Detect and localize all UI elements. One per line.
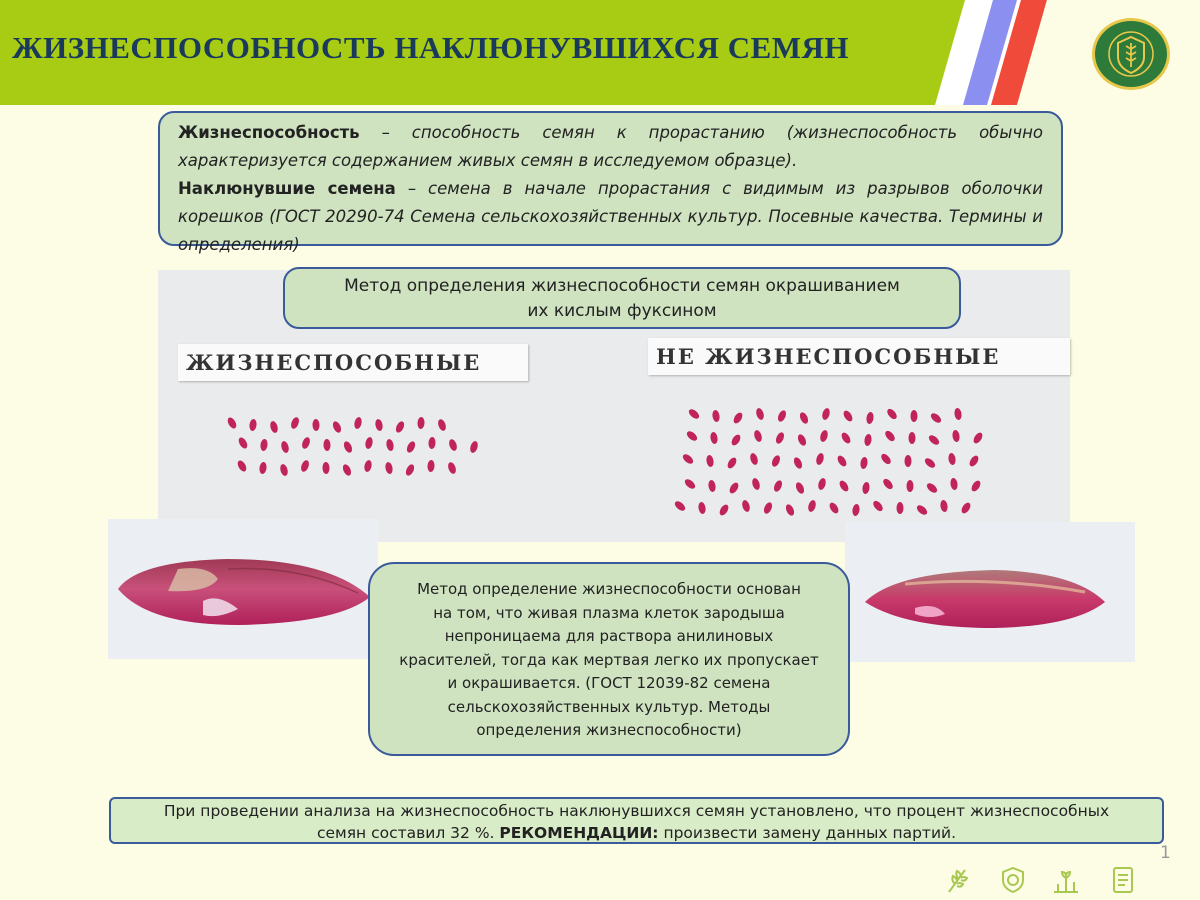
stained-seed bbox=[852, 504, 861, 517]
stained-seed bbox=[730, 433, 742, 447]
stained-seed bbox=[755, 407, 765, 421]
stained-seed bbox=[405, 440, 417, 454]
stained-seed bbox=[687, 407, 701, 420]
stained-seed bbox=[732, 411, 744, 425]
stained-seed bbox=[972, 431, 984, 445]
term-sprouted-seeds: Наклюнувшие семена bbox=[178, 179, 396, 198]
stained-seed bbox=[807, 499, 817, 512]
stained-seed bbox=[427, 460, 435, 472]
stained-seed bbox=[364, 436, 373, 449]
stained-seed bbox=[374, 418, 383, 431]
term-viability: Жизнеспособность bbox=[178, 123, 360, 142]
stained-seed bbox=[708, 480, 717, 493]
stained-seed bbox=[772, 479, 783, 493]
stained-seed bbox=[385, 438, 394, 451]
conclusion-line-1: При проведении анализа на жизнеспособность наклюнувшихся семян установлено, что процент жизнеспособных bbox=[163, 802, 1110, 820]
stained-seed bbox=[905, 455, 912, 467]
stained-seed bbox=[260, 439, 268, 452]
stained-seed bbox=[437, 418, 448, 432]
stained-seed bbox=[940, 500, 949, 513]
stained-seed bbox=[950, 478, 959, 491]
stained-seed bbox=[952, 430, 961, 443]
stained-seed bbox=[249, 419, 257, 432]
stained-seed bbox=[774, 431, 785, 445]
stained-seed bbox=[819, 429, 829, 442]
stained-seed bbox=[927, 433, 941, 446]
stained-seed bbox=[871, 499, 884, 513]
stained-seed bbox=[323, 439, 330, 451]
stained-seed bbox=[279, 463, 289, 476]
stained-seed bbox=[828, 501, 840, 515]
stained-seed bbox=[881, 477, 894, 491]
stained-seed bbox=[300, 459, 311, 473]
page-title: ЖИЗНЕСПОСОБНОСТЬ НАКЛЮНУВШИХСЯ СЕМЯН bbox=[12, 30, 850, 65]
stained-seed bbox=[794, 481, 805, 495]
stained-seed bbox=[897, 502, 904, 514]
stained-seed bbox=[968, 454, 980, 468]
stained-seed bbox=[749, 452, 759, 466]
stained-seed bbox=[815, 452, 825, 465]
stained-seed bbox=[726, 456, 738, 470]
stained-seed bbox=[970, 479, 982, 493]
stained-seed bbox=[879, 452, 892, 466]
shield-leaf-icon bbox=[1001, 866, 1025, 898]
stained-seed bbox=[353, 416, 362, 429]
emblem-icon bbox=[1092, 18, 1170, 90]
stained-seed bbox=[712, 410, 721, 423]
stained-seed bbox=[681, 452, 695, 465]
stained-seed bbox=[447, 461, 458, 475]
term-viability-text: – способность семян к прорастанию (жизнеспособность обычно характеризуется содержанием живых семян в исследуемом образце). bbox=[178, 123, 1043, 170]
method-line-1: Метод определения жизнеспособности семян окрашиванием bbox=[344, 276, 900, 296]
stained-seed bbox=[753, 429, 763, 443]
stained-seed bbox=[909, 432, 916, 444]
stained-seed bbox=[404, 463, 416, 477]
stained-seed bbox=[915, 503, 929, 516]
label-nonviable bbox=[648, 338, 1070, 375]
basis-line-4: красителей, тогда как мертвая легко их пропускает bbox=[399, 650, 819, 669]
wheat-icon bbox=[945, 866, 971, 898]
basis-line-5: и окрашивается. (ГОСТ 12039-82 семена bbox=[447, 674, 771, 692]
stained-seed bbox=[741, 499, 751, 513]
stained-seed bbox=[322, 462, 329, 474]
definition-sprouted-seeds bbox=[178, 175, 1043, 259]
label-viable-text: ЖИЗНЕСПОСОБНЫЕ bbox=[186, 350, 482, 375]
stained-seed bbox=[842, 409, 854, 423]
stained-seed bbox=[838, 479, 850, 493]
stained-seed bbox=[718, 503, 730, 517]
stained-seed bbox=[864, 434, 873, 447]
stained-seed bbox=[706, 455, 715, 468]
stained-seed bbox=[226, 416, 238, 430]
label-viable bbox=[178, 344, 528, 381]
stained-seed bbox=[862, 482, 871, 495]
stained-seed bbox=[448, 438, 459, 452]
stained-seed bbox=[710, 432, 719, 445]
stained-seed bbox=[954, 408, 963, 421]
method-line-2: их кислым фуксином bbox=[527, 301, 717, 321]
viable-seed-closeup-photo bbox=[108, 519, 378, 659]
recommendations-text: произвести замену данных партий. bbox=[658, 824, 957, 842]
stained-seed bbox=[948, 453, 957, 466]
stained-seed bbox=[728, 481, 740, 495]
stained-seed bbox=[428, 437, 436, 449]
stained-seed bbox=[784, 503, 795, 517]
stained-seed bbox=[960, 501, 972, 515]
stained-seed bbox=[792, 456, 803, 470]
conclusion-percent-text: семян составил 32 %. bbox=[316, 824, 500, 842]
stained-seed bbox=[885, 407, 898, 421]
basis-line-6: сельскохозяйственных культур. Методы bbox=[447, 697, 771, 716]
stained-seed bbox=[776, 409, 787, 423]
stained-seed bbox=[836, 454, 848, 468]
header-bar bbox=[0, 0, 1200, 105]
stained-seed bbox=[301, 436, 312, 450]
stained-seed bbox=[907, 480, 914, 492]
basis-line-2: на том, что живая плазма клеток зародыша bbox=[433, 603, 785, 622]
definitions-box bbox=[158, 111, 1063, 254]
stained-seed bbox=[925, 481, 939, 494]
conclusion-line-2 bbox=[111, 822, 1162, 844]
recommendations-label: РЕКОМЕНДАЦИИ: bbox=[499, 824, 659, 842]
stained-seed bbox=[469, 440, 479, 454]
method-basis-box bbox=[368, 562, 850, 756]
stained-seed bbox=[685, 429, 699, 442]
nonviable-seed-closeup-photo bbox=[845, 522, 1135, 662]
stained-seed bbox=[384, 461, 393, 474]
stained-seed bbox=[394, 420, 406, 434]
label-nonviable-text: НЕ ЖИЗНЕСПОСОБНЫЕ bbox=[656, 344, 1001, 369]
stained-seed bbox=[817, 477, 827, 490]
stained-seed bbox=[821, 407, 831, 420]
definition-viability bbox=[178, 119, 1043, 175]
stained-seed bbox=[673, 499, 687, 512]
stained-seed bbox=[417, 417, 425, 429]
document-icon bbox=[1112, 866, 1134, 898]
method-box bbox=[283, 267, 961, 329]
stained-seed bbox=[762, 501, 773, 515]
stained-seed bbox=[331, 420, 342, 434]
basis-line-7: определения жизнеспособности) bbox=[476, 721, 742, 739]
stained-seed bbox=[929, 411, 943, 424]
term-sprouted-seeds-text: – семена в начале прорастания с видимым из разрывов оболочки корешков (ГОСТ 20290-74 Семена сельскохозяйственных культур. Посевные качества. Термины и определения) bbox=[178, 179, 1043, 254]
stained-seed bbox=[342, 440, 353, 454]
stained-seed bbox=[259, 462, 267, 475]
stained-seed bbox=[237, 436, 249, 450]
basis-line-3: непроницаема для раствора анилиновых bbox=[444, 627, 774, 645]
basis-line-1: Метод определение жизнеспособности основан bbox=[417, 580, 801, 598]
plant-field-icon bbox=[1052, 866, 1080, 898]
stained-seed bbox=[290, 416, 301, 430]
stained-seed bbox=[751, 477, 761, 491]
stained-seed bbox=[698, 502, 707, 515]
stained-seed bbox=[923, 456, 937, 469]
stained-seed bbox=[883, 429, 896, 443]
stained-seed bbox=[860, 457, 869, 470]
stained-seed bbox=[236, 459, 248, 473]
stained-seed bbox=[796, 433, 807, 447]
stained-seed bbox=[363, 459, 372, 472]
stained-seed bbox=[840, 431, 852, 445]
stained-seed bbox=[683, 477, 697, 490]
page-number: 1 bbox=[1160, 843, 1171, 863]
stained-seed bbox=[866, 412, 875, 425]
stained-seed bbox=[911, 410, 918, 422]
stained-seed bbox=[312, 419, 319, 431]
stained-seed bbox=[280, 440, 290, 453]
stained-seed bbox=[798, 411, 809, 425]
stained-seed bbox=[269, 420, 279, 433]
stained-seed bbox=[341, 463, 352, 477]
stained-seed bbox=[770, 454, 781, 468]
conclusion-box bbox=[109, 797, 1164, 844]
